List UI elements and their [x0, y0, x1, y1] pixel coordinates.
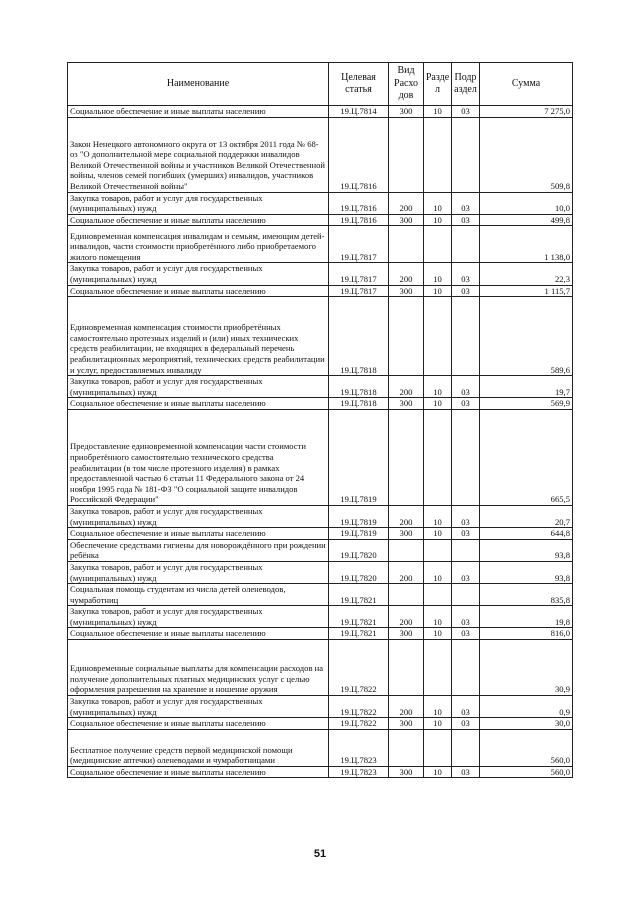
table-row — [68, 117, 573, 192]
row-sum: 10,0 — [480, 192, 573, 214]
row-podrazdel: 03 — [452, 263, 480, 285]
row-code: 19.Ц.7814 — [329, 106, 389, 118]
page-number: 51 — [313, 848, 327, 860]
table-row — [68, 263, 573, 285]
row-name: Единовременная компенсация инвалидам и семьям, имеющим детей-инвалидов, части стоимости приобретённого либо приобретаемого жилого помещения — [68, 226, 329, 263]
row-code: 19.Ц.7818 — [329, 398, 389, 410]
table-body — [68, 106, 573, 778]
row-sum: 509,8 — [480, 117, 573, 192]
row-sum: 1 115,7 — [480, 285, 573, 297]
row-podrazdel: 03 — [452, 696, 480, 718]
row-sum: 499,8 — [480, 214, 573, 226]
row-name: Социальное обеспечение и иные выплаты населению — [68, 718, 329, 730]
table-row — [68, 539, 573, 561]
row-vid — [389, 539, 424, 561]
header-razdel: Разде л — [424, 63, 452, 106]
table-row — [68, 718, 573, 730]
row-podrazdel — [452, 226, 480, 263]
row-podrazdel: 03 — [452, 285, 480, 297]
row-vid: 200 — [389, 192, 424, 214]
row-sum: 30,9 — [480, 640, 573, 696]
table-header-row — [68, 63, 573, 106]
row-podrazdel: 03 — [452, 766, 480, 778]
row-vid: 300 — [389, 766, 424, 778]
row-name: Социальное обеспечение и иные выплаты населению — [68, 398, 329, 410]
row-sum: 93,8 — [480, 539, 573, 561]
row-podrazdel: 03 — [452, 106, 480, 118]
row-razdel: 10 — [424, 606, 452, 628]
row-code: 19.Ц.7818 — [329, 376, 389, 398]
row-razdel: 10 — [424, 718, 452, 730]
row-vid — [389, 117, 424, 192]
row-name: Закупка товаров, работ и услуг для государственных (муниципальных) нужд — [68, 376, 329, 398]
row-vid: 300 — [389, 106, 424, 118]
row-razdel: 10 — [424, 628, 452, 640]
table-row — [68, 606, 573, 628]
row-podrazdel: 03 — [452, 718, 480, 730]
row-name: Социальное обеспечение и иные выплаты населению — [68, 106, 329, 118]
row-sum: 560,0 — [480, 766, 573, 778]
row-podrazdel: 03 — [452, 528, 480, 540]
row-vid: 300 — [389, 214, 424, 226]
row-podrazdel: 03 — [452, 398, 480, 410]
row-podrazdel: 03 — [452, 192, 480, 214]
row-vid: 300 — [389, 398, 424, 410]
row-code: 19.Ц.7820 — [329, 561, 389, 583]
row-sum: 7 275,0 — [480, 106, 573, 118]
row-vid — [389, 729, 424, 766]
row-name: Социальное обеспечение и иные выплаты населению — [68, 528, 329, 540]
row-vid — [389, 584, 424, 606]
row-podrazdel — [452, 117, 480, 192]
row-code: 19.Ц.7817 — [329, 263, 389, 285]
row-podrazdel — [452, 297, 480, 376]
row-podrazdel: 03 — [452, 606, 480, 628]
row-code: 19.Ц.7817 — [329, 226, 389, 263]
row-code: 19.Ц.7821 — [329, 584, 389, 606]
row-podrazdel — [452, 729, 480, 766]
row-vid — [389, 640, 424, 696]
row-sum: 19,7 — [480, 376, 573, 398]
row-vid: 200 — [389, 505, 424, 527]
row-razdel — [424, 117, 452, 192]
row-razdel: 10 — [424, 398, 452, 410]
row-code: 19.Ц.7816 — [329, 214, 389, 226]
row-sum: 20,7 — [480, 505, 573, 527]
table-row — [68, 285, 573, 297]
row-sum: 835,8 — [480, 584, 573, 606]
row-vid: 200 — [389, 561, 424, 583]
table-row — [68, 640, 573, 696]
row-razdel — [424, 539, 452, 561]
row-vid: 300 — [389, 528, 424, 540]
row-code: 19.Ц.7823 — [329, 766, 389, 778]
row-sum: 665,5 — [480, 409, 573, 505]
row-razdel: 10 — [424, 106, 452, 118]
row-sum: 0,9 — [480, 696, 573, 718]
row-vid: 300 — [389, 718, 424, 730]
row-razdel — [424, 409, 452, 505]
row-name: Обеспечение средствами гигиены для новорождённого при рождении ребёнка — [68, 539, 329, 561]
header-code: Целевая статья — [329, 63, 389, 106]
row-razdel — [424, 226, 452, 263]
row-vid: 300 — [389, 285, 424, 297]
row-name: Закупка товаров, работ и услуг для государственных (муниципальных) нужд — [68, 263, 329, 285]
row-name: Закупка товаров, работ и услуг для государственных (муниципальных) нужд — [68, 192, 329, 214]
row-sum: 1 138,0 — [480, 226, 573, 263]
row-sum: 93,8 — [480, 561, 573, 583]
table-row — [68, 584, 573, 606]
header-sum: Сумма — [480, 63, 573, 106]
row-razdel — [424, 584, 452, 606]
table-row — [68, 561, 573, 583]
row-name: Закупка товаров, работ и услуг для государственных (муниципальных) нужд — [68, 505, 329, 527]
row-name: Единовременная компенсация стоимости приобретённых самостоятельно протезных изделий и (или) иных технических средств реабилитации, не входящих в федеральный перечень реабилитационных мероприятий, технических средств реабилитации и услуг, предоставляемых инвалиду — [68, 297, 329, 376]
row-sum: 19,8 — [480, 606, 573, 628]
table-row — [68, 398, 573, 410]
row-razdel: 10 — [424, 192, 452, 214]
row-code: 19.Ц.7822 — [329, 718, 389, 730]
row-razdel — [424, 297, 452, 376]
row-name: Социальное обеспечение и иные выплаты населению — [68, 628, 329, 640]
row-sum: 22,3 — [480, 263, 573, 285]
row-razdel: 10 — [424, 528, 452, 540]
row-code: 19.Ц.7823 — [329, 729, 389, 766]
row-code: 19.Ц.7819 — [329, 409, 389, 505]
row-name: Закупка товаров, работ и услуг для государственных (муниципальных) нужд — [68, 696, 329, 718]
row-sum: 589,6 — [480, 297, 573, 376]
row-vid — [389, 297, 424, 376]
row-sum: 560,0 — [480, 729, 573, 766]
row-razdel: 10 — [424, 696, 452, 718]
header-name: Наименование — [68, 63, 329, 106]
header-podrazdel: Подр аздел — [452, 63, 480, 106]
row-vid: 200 — [389, 696, 424, 718]
row-podrazdel: 03 — [452, 628, 480, 640]
row-code: 19.Ц.7822 — [329, 640, 389, 696]
row-razdel — [424, 729, 452, 766]
row-name: Социальное обеспечение и иные выплаты населению — [68, 285, 329, 297]
row-razdel: 10 — [424, 214, 452, 226]
row-razdel: 10 — [424, 766, 452, 778]
row-razdel: 10 — [424, 376, 452, 398]
row-razdel: 10 — [424, 561, 452, 583]
row-code: 19.Ц.7819 — [329, 505, 389, 527]
row-razdel: 10 — [424, 263, 452, 285]
row-code: 19.Ц.7816 — [329, 117, 389, 192]
table-row — [68, 297, 573, 376]
row-code: 19.Ц.7819 — [329, 528, 389, 540]
row-vid: 200 — [389, 376, 424, 398]
row-vid: 300 — [389, 628, 424, 640]
row-name: Бесплатное получение средств первой медицинской помощи (медицинские аптечки) оленеводами и чумработницами — [68, 729, 329, 766]
row-vid: 200 — [389, 606, 424, 628]
row-code: 19.Ц.7818 — [329, 297, 389, 376]
row-name: Социальное обеспечение и иные выплаты населению — [68, 214, 329, 226]
row-name: Закупка товаров, работ и услуг для государственных (муниципальных) нужд — [68, 606, 329, 628]
budget-table — [67, 62, 573, 778]
row-podrazdel — [452, 584, 480, 606]
row-podrazdel — [452, 409, 480, 505]
row-razdel — [424, 640, 452, 696]
row-podrazdel — [452, 640, 480, 696]
row-code: 19.Ц.7817 — [329, 285, 389, 297]
row-vid — [389, 226, 424, 263]
table-row — [68, 192, 573, 214]
row-code: 19.Ц.7821 — [329, 628, 389, 640]
row-name: Предоставление единовременной компенсации части стоимости приобретённого самостоятельно технического средства реабилитации (в том числе протезного изделия) в рамках предоставленной частью 6 статьи 11 Федерального закона от 24 ноября 1995 года № 181-ФЗ "О социальной защите инвалидов Российской Федерации" — [68, 409, 329, 505]
row-vid — [389, 409, 424, 505]
table-row — [68, 376, 573, 398]
row-sum: 30,0 — [480, 718, 573, 730]
row-code: 19.Ц.7821 — [329, 606, 389, 628]
table-row — [68, 766, 573, 778]
row-name: Закон Ненецкого автономного округа от 13 октября 2011 года № 68-оз "О дополнительной мере социальной поддержки инвалидов Великой Отечественной войны и участников Великой Отечественной войны, членов семей погибших (умерших) инвалидов, участников Великой Отечественной войны" — [68, 117, 329, 192]
row-podrazdel — [452, 539, 480, 561]
row-podrazdel: 03 — [452, 505, 480, 527]
row-podrazdel: 03 — [452, 214, 480, 226]
table-row — [68, 628, 573, 640]
header-vid: Вид Расхо дов — [389, 63, 424, 106]
table-row — [68, 106, 573, 118]
row-podrazdel: 03 — [452, 376, 480, 398]
table-row — [68, 729, 573, 766]
row-sum: 569,9 — [480, 398, 573, 410]
row-sum: 816,0 — [480, 628, 573, 640]
row-code: 19.Ц.7822 — [329, 696, 389, 718]
table-row — [68, 409, 573, 505]
row-name: Социальная помощь студентам из числа детей оленеводов, чумработниц — [68, 584, 329, 606]
table-row — [68, 214, 573, 226]
row-name: Социальное обеспечение и иные выплаты населению — [68, 766, 329, 778]
table-row — [68, 226, 573, 263]
row-code: 19.Ц.7820 — [329, 539, 389, 561]
table-row — [68, 505, 573, 527]
row-code: 19.Ц.7816 — [329, 192, 389, 214]
table-row — [68, 528, 573, 540]
row-razdel: 10 — [424, 505, 452, 527]
row-razdel: 10 — [424, 285, 452, 297]
row-podrazdel: 03 — [452, 561, 480, 583]
row-name: Единовременные социальные выплаты для компенсации расходов на получение дополнительных платных медицинских услуг с целью оформления разрешения на хранение и ношение оружия — [68, 640, 329, 696]
table-row — [68, 696, 573, 718]
row-name: Закупка товаров, работ и услуг для государственных (муниципальных) нужд — [68, 561, 329, 583]
row-vid: 200 — [389, 263, 424, 285]
row-sum: 644,8 — [480, 528, 573, 540]
